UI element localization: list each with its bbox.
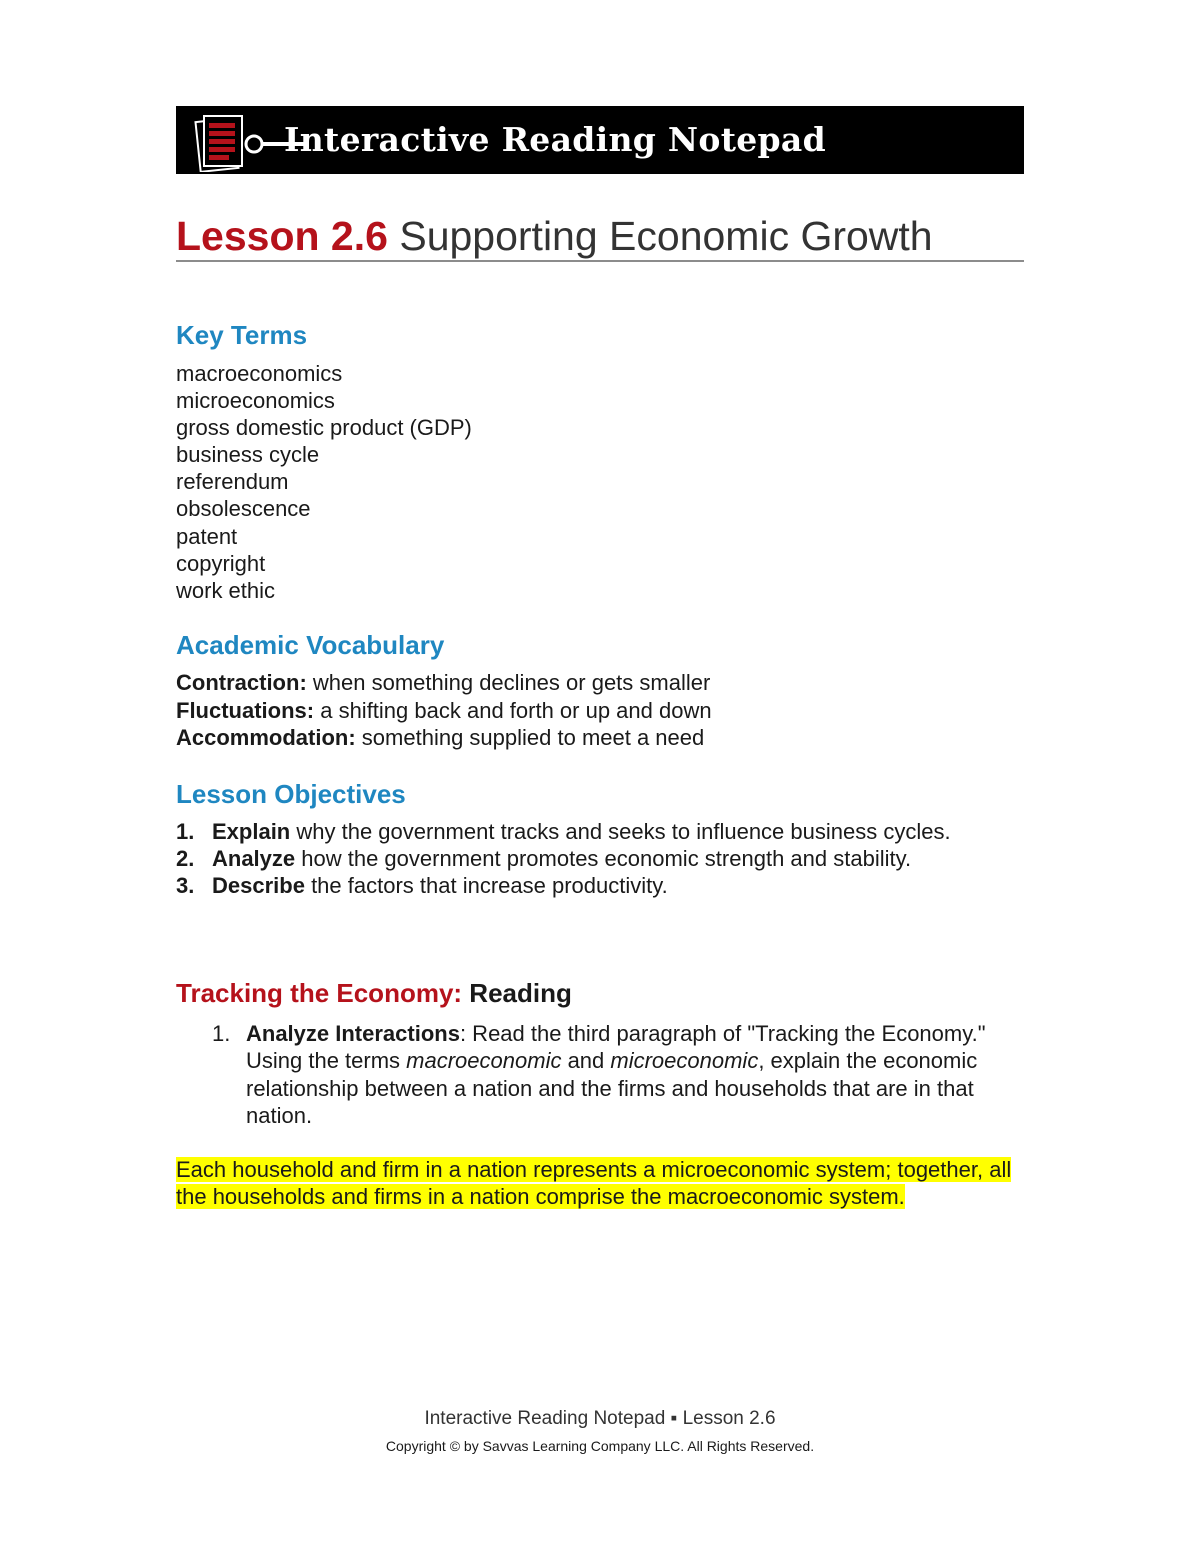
- vocabulary-item: [176, 697, 712, 725]
- objective-number: 2.: [176, 846, 195, 871]
- footer-title: Interactive Reading Notepad ▪ Lesson 2.6: [424, 1408, 776, 1429]
- reading-heading-topic: Tracking the Economy:: [176, 978, 463, 1008]
- objectives-list: [176, 818, 951, 899]
- lesson-title: [176, 212, 1024, 262]
- key-term: obsolescence: [176, 496, 311, 522]
- lesson-name: Supporting Economic Growth: [399, 213, 933, 259]
- question-text: : Read the third paragraph of "Tracking the Economy." Using the terms: [246, 1021, 986, 1074]
- footer-copyright: Copyright © by Savvas Learning Company LLC. All Rights Reserved.: [385, 1438, 815, 1454]
- objective-number: 1.: [176, 819, 195, 844]
- academic-vocabulary-heading: Academic Vocabulary: [176, 630, 445, 660]
- key-terms-heading: Key Terms: [176, 320, 308, 350]
- objective-item: [176, 872, 951, 899]
- objective-verb: Analyze: [212, 846, 296, 871]
- key-term: business cycle: [176, 442, 320, 468]
- objective-text: why the government tracks and seeks to influence business cycles.: [290, 819, 951, 844]
- vocabulary-item: [176, 669, 712, 697]
- objective-verb: Describe: [212, 873, 305, 898]
- banner-title: Interactive Reading Notepad: [284, 120, 826, 159]
- key-terms-list: [176, 360, 472, 604]
- key-term: macroeconomics: [176, 361, 343, 386]
- highlighted-answer: Each household and firm in a nation represents a microeconomic system; together, all the households and firms in a nation comprise the macroeconomic system.: [176, 1157, 1012, 1210]
- key-term: gross domestic product (GDP): [176, 415, 472, 441]
- key-term: patent: [176, 523, 238, 549]
- lesson-number: Lesson 2.6: [176, 213, 388, 259]
- objective-text: how the government promotes economic strength and stability.: [295, 846, 912, 871]
- vocabulary-item: [176, 724, 712, 752]
- key-term: microeconomics: [176, 388, 335, 414]
- lesson-objectives-heading: Lesson Objectives: [176, 779, 406, 809]
- question-text: and: [561, 1048, 611, 1074]
- vocabulary-term: Contraction:: [176, 670, 307, 695]
- objective-text: the factors that increase productivity.: [304, 873, 668, 898]
- vocabulary-definition: something supplied to meet a need: [355, 725, 705, 751]
- objective-item: [176, 818, 951, 845]
- objective-verb: Explain: [212, 819, 291, 844]
- key-term: work ethic: [176, 577, 276, 603]
- key-term: referendum: [176, 469, 289, 495]
- header-banner: [176, 106, 1024, 174]
- vocabulary-list: [176, 669, 712, 752]
- objective-number: 3.: [176, 873, 195, 898]
- reading-section-heading: [176, 978, 572, 1009]
- question-term: macroeconomic: [406, 1048, 562, 1074]
- page-footer: [176, 1406, 1024, 1460]
- vocabulary-term: Accommodation:: [176, 725, 356, 751]
- question-number: 1.: [212, 1021, 231, 1046]
- answer-text: [176, 1156, 1016, 1211]
- question-term: microeconomic: [610, 1048, 759, 1074]
- reading-heading-label: Reading: [462, 978, 572, 1008]
- reading-question: [212, 1020, 1012, 1129]
- question-text: , explain the economic relationship between a nation and the firms and households that are in that nation.: [246, 1048, 978, 1128]
- key-term: copyright: [176, 550, 266, 576]
- objective-item: [176, 845, 951, 872]
- vocabulary-definition: a shifting back and forth or up and down: [314, 697, 712, 723]
- vocabulary-definition: when something declines or gets smaller: [306, 670, 711, 695]
- vocabulary-term: Fluctuations:: [176, 697, 315, 723]
- question-verb: Analyze Interactions: [246, 1021, 460, 1046]
- question-body: [246, 1020, 1012, 1129]
